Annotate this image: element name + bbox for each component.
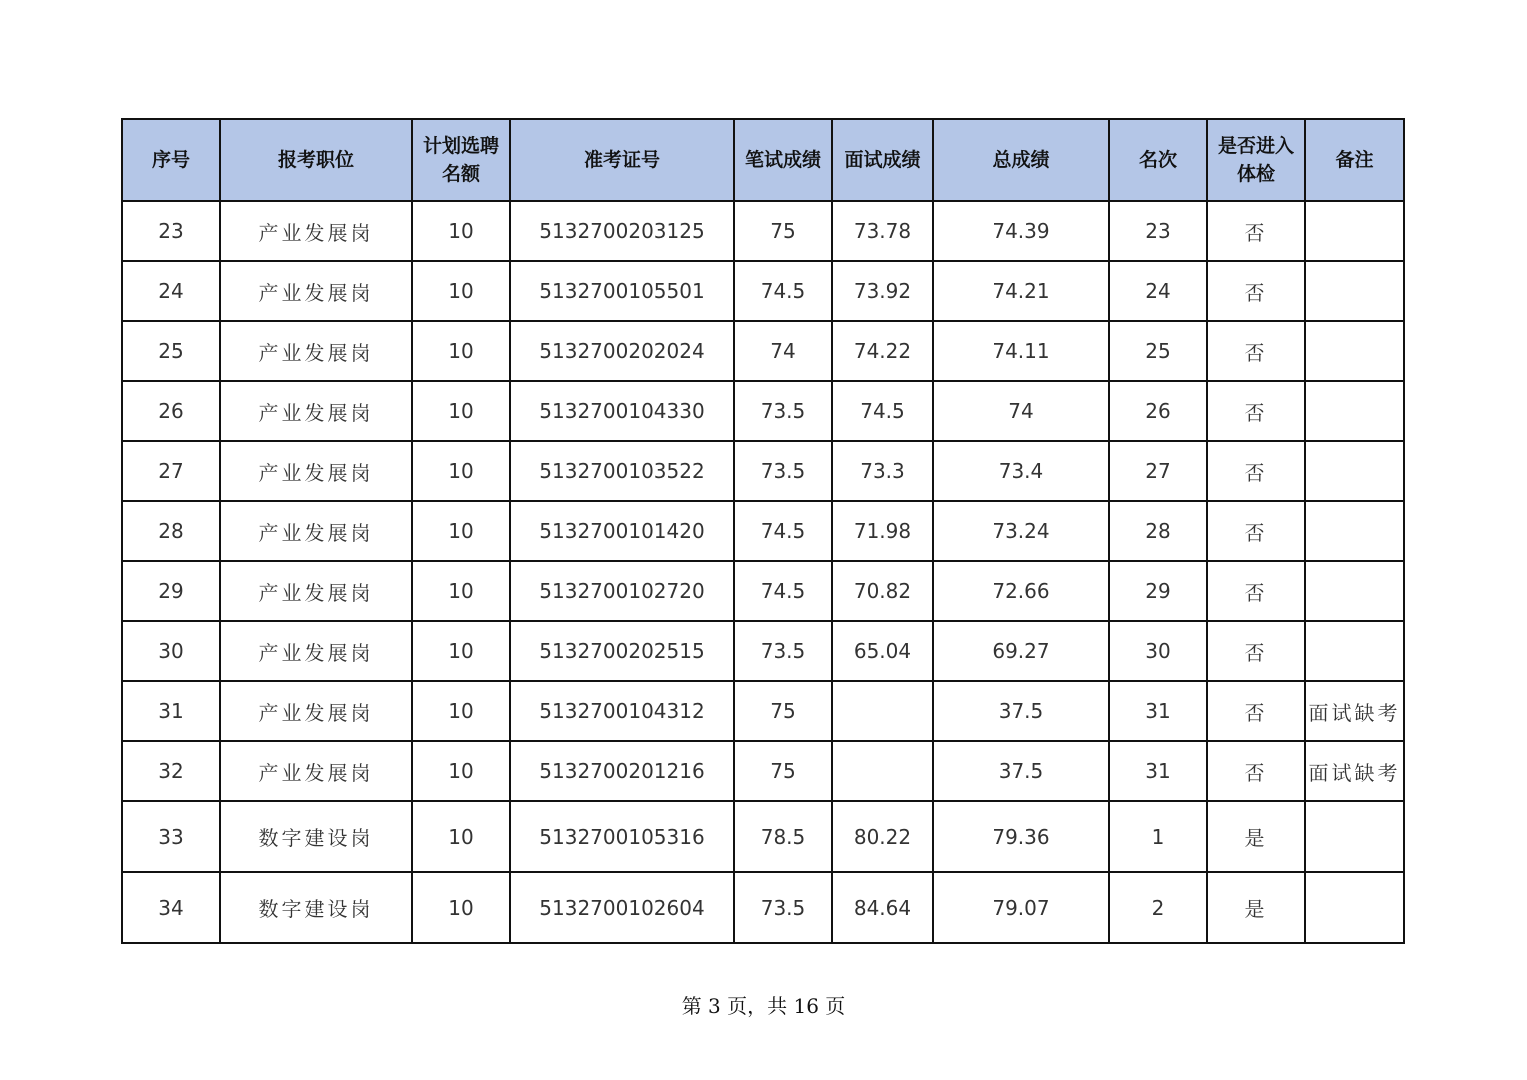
cell-rank: 1 <box>1109 801 1207 872</box>
cell-rank: 28 <box>1109 501 1207 561</box>
cell-planned-quota: 10 <box>412 801 510 872</box>
table-row <box>122 681 1404 741</box>
cell-serial-number: 29 <box>122 561 220 621</box>
cell-physical-exam: 否 <box>1207 681 1305 741</box>
cell-position: 产业发展岗 <box>220 741 412 801</box>
cell-physical-exam: 否 <box>1207 261 1305 321</box>
header-planned-quota: 计划选聘名额 <box>412 119 510 201</box>
cell-written-score: 73.5 <box>734 381 832 441</box>
cell-total-score: 74 <box>933 381 1109 441</box>
table-row <box>122 381 1404 441</box>
cell-remarks <box>1305 441 1404 501</box>
cell-planned-quota: 10 <box>412 621 510 681</box>
cell-physical-exam: 否 <box>1207 381 1305 441</box>
cell-rank: 29 <box>1109 561 1207 621</box>
cell-written-score: 73.5 <box>734 872 832 943</box>
cell-position: 产业发展岗 <box>220 441 412 501</box>
cell-planned-quota: 10 <box>412 561 510 621</box>
table-header-row <box>122 119 1404 201</box>
page-footer: 第 3 页，共 16 页 <box>681 994 846 1018</box>
cell-planned-quota: 10 <box>412 501 510 561</box>
cell-total-score: 79.36 <box>933 801 1109 872</box>
cell-physical-exam: 是 <box>1207 872 1305 943</box>
table-row <box>122 872 1404 943</box>
table-row <box>122 261 1404 321</box>
cell-physical-exam: 否 <box>1207 621 1305 681</box>
cell-physical-exam: 否 <box>1207 201 1305 261</box>
cell-total-score: 73.4 <box>933 441 1109 501</box>
header-total-score: 总成绩 <box>933 119 1109 201</box>
cell-admission-ticket: 5132700103522 <box>510 441 734 501</box>
cell-remarks <box>1305 201 1404 261</box>
header-physical-exam: 是否进入体检 <box>1207 119 1305 201</box>
cell-rank: 26 <box>1109 381 1207 441</box>
cell-written-score: 74.5 <box>734 261 832 321</box>
cell-interview-score: 80.22 <box>832 801 933 872</box>
cell-written-score: 75 <box>734 681 832 741</box>
cell-position: 产业发展岗 <box>220 501 412 561</box>
cell-interview-score: 74.22 <box>832 321 933 381</box>
cell-rank: 24 <box>1109 261 1207 321</box>
cell-written-score: 74 <box>734 321 832 381</box>
cell-interview-score: 74.5 <box>832 381 933 441</box>
cell-interview-score <box>832 741 933 801</box>
cell-written-score: 74.5 <box>734 501 832 561</box>
cell-planned-quota: 10 <box>412 261 510 321</box>
cell-planned-quota: 10 <box>412 681 510 741</box>
cell-admission-ticket: 5132700105501 <box>510 261 734 321</box>
header-admission-ticket: 准考证号 <box>510 119 734 201</box>
cell-serial-number: 31 <box>122 681 220 741</box>
cell-position: 数字建设岗 <box>220 801 412 872</box>
cell-physical-exam: 否 <box>1207 741 1305 801</box>
table-body <box>122 201 1404 943</box>
cell-remarks <box>1305 381 1404 441</box>
table-row <box>122 741 1404 801</box>
header-rank: 名次 <box>1109 119 1207 201</box>
cell-total-score: 73.24 <box>933 501 1109 561</box>
cell-admission-ticket: 5132700203125 <box>510 201 734 261</box>
cell-total-score: 72.66 <box>933 561 1109 621</box>
cell-physical-exam: 是 <box>1207 801 1305 872</box>
cell-planned-quota: 10 <box>412 741 510 801</box>
cell-physical-exam: 否 <box>1207 561 1305 621</box>
cell-total-score: 69.27 <box>933 621 1109 681</box>
cell-admission-ticket: 5132700201216 <box>510 741 734 801</box>
cell-admission-ticket: 5132700202024 <box>510 321 734 381</box>
cell-serial-number: 28 <box>122 501 220 561</box>
cell-remarks <box>1305 501 1404 561</box>
cell-interview-score: 65.04 <box>832 621 933 681</box>
cell-position: 产业发展岗 <box>220 201 412 261</box>
table-row <box>122 501 1404 561</box>
cell-written-score: 75 <box>734 741 832 801</box>
header-position: 报考职位 <box>220 119 412 201</box>
cell-serial-number: 27 <box>122 441 220 501</box>
table-row <box>122 621 1404 681</box>
cell-remarks <box>1305 801 1404 872</box>
cell-serial-number: 25 <box>122 321 220 381</box>
cell-position: 数字建设岗 <box>220 872 412 943</box>
cell-position: 产业发展岗 <box>220 321 412 381</box>
cell-interview-score <box>832 681 933 741</box>
cell-admission-ticket: 5132700101420 <box>510 501 734 561</box>
table-row <box>122 801 1404 872</box>
cell-position: 产业发展岗 <box>220 561 412 621</box>
cell-physical-exam: 否 <box>1207 501 1305 561</box>
cell-total-score: 37.5 <box>933 741 1109 801</box>
cell-interview-score: 73.92 <box>832 261 933 321</box>
cell-admission-ticket: 5132700102720 <box>510 561 734 621</box>
cell-rank: 31 <box>1109 741 1207 801</box>
cell-remarks: 面试缺考 <box>1305 741 1404 801</box>
cell-written-score: 74.5 <box>734 561 832 621</box>
cell-total-score: 74.11 <box>933 321 1109 381</box>
cell-rank: 27 <box>1109 441 1207 501</box>
header-interview-score: 面试成绩 <box>832 119 933 201</box>
cell-physical-exam: 否 <box>1207 321 1305 381</box>
cell-position: 产业发展岗 <box>220 381 412 441</box>
header-written-score: 笔试成绩 <box>734 119 832 201</box>
cell-serial-number: 26 <box>122 381 220 441</box>
cell-admission-ticket: 5132700202515 <box>510 621 734 681</box>
score-table <box>121 118 1405 944</box>
cell-serial-number: 24 <box>122 261 220 321</box>
cell-interview-score: 73.3 <box>832 441 933 501</box>
cell-admission-ticket: 5132700105316 <box>510 801 734 872</box>
cell-remarks <box>1305 621 1404 681</box>
cell-total-score: 37.5 <box>933 681 1109 741</box>
cell-position: 产业发展岗 <box>220 621 412 681</box>
cell-admission-ticket: 5132700102604 <box>510 872 734 943</box>
table-row <box>122 201 1404 261</box>
cell-planned-quota: 10 <box>412 321 510 381</box>
table-row <box>122 441 1404 501</box>
cell-admission-ticket: 5132700104312 <box>510 681 734 741</box>
cell-interview-score: 71.98 <box>832 501 933 561</box>
cell-position: 产业发展岗 <box>220 681 412 741</box>
cell-interview-score: 70.82 <box>832 561 933 621</box>
cell-total-score: 74.21 <box>933 261 1109 321</box>
cell-physical-exam: 否 <box>1207 441 1305 501</box>
header-serial-number: 序号 <box>122 119 220 201</box>
cell-total-score: 79.07 <box>933 872 1109 943</box>
cell-interview-score: 73.78 <box>832 201 933 261</box>
cell-rank: 31 <box>1109 681 1207 741</box>
cell-total-score: 74.39 <box>933 201 1109 261</box>
cell-remarks <box>1305 872 1404 943</box>
cell-planned-quota: 10 <box>412 201 510 261</box>
cell-written-score: 73.5 <box>734 621 832 681</box>
cell-rank: 2 <box>1109 872 1207 943</box>
cell-planned-quota: 10 <box>412 441 510 501</box>
cell-serial-number: 30 <box>122 621 220 681</box>
cell-written-score: 78.5 <box>734 801 832 872</box>
table-row <box>122 321 1404 381</box>
cell-remarks <box>1305 561 1404 621</box>
cell-serial-number: 23 <box>122 201 220 261</box>
cell-rank: 30 <box>1109 621 1207 681</box>
cell-serial-number: 33 <box>122 801 220 872</box>
cell-rank: 25 <box>1109 321 1207 381</box>
cell-planned-quota: 10 <box>412 381 510 441</box>
cell-remarks <box>1305 321 1404 381</box>
table-row <box>122 561 1404 621</box>
cell-written-score: 75 <box>734 201 832 261</box>
cell-rank: 23 <box>1109 201 1207 261</box>
cell-serial-number: 32 <box>122 741 220 801</box>
cell-interview-score: 84.64 <box>832 872 933 943</box>
cell-planned-quota: 10 <box>412 872 510 943</box>
cell-position: 产业发展岗 <box>220 261 412 321</box>
header-remarks: 备注 <box>1305 119 1404 201</box>
cell-written-score: 73.5 <box>734 441 832 501</box>
cell-remarks <box>1305 261 1404 321</box>
cell-remarks: 面试缺考 <box>1305 681 1404 741</box>
cell-admission-ticket: 5132700104330 <box>510 381 734 441</box>
cell-serial-number: 34 <box>122 872 220 943</box>
